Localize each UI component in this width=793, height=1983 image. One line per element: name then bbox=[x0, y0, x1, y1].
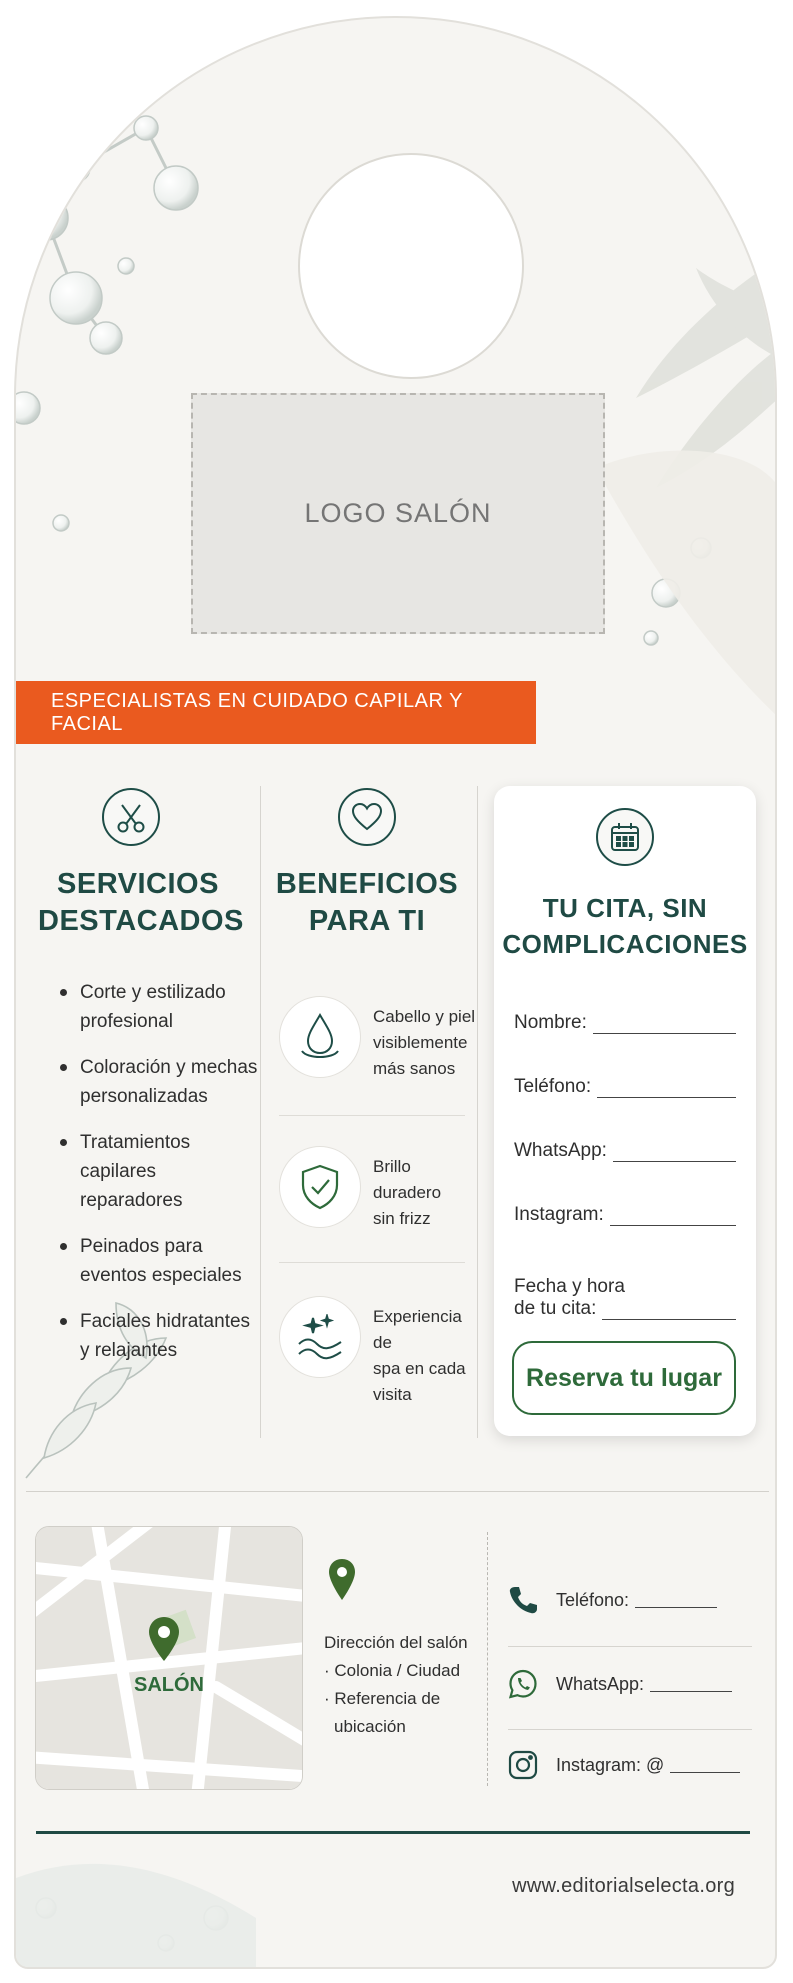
contact-phone-label: Teléfono: bbox=[556, 1589, 630, 1610]
phone-field-line[interactable] bbox=[597, 1079, 736, 1098]
phone-field-label: Teléfono: bbox=[514, 1076, 592, 1097]
instagram-field[interactable] bbox=[514, 1204, 736, 1226]
whatsapp-field[interactable] bbox=[514, 1140, 736, 1162]
booking-card bbox=[494, 786, 756, 1436]
logo-placeholder bbox=[191, 393, 605, 634]
benefit-text-line3: visita bbox=[373, 1385, 412, 1404]
contact-whatsapp-line[interactable] bbox=[650, 1677, 732, 1692]
tagline-text: ESPECIALISTAS EN CUIDADO CAPILAR Y FACIAL bbox=[51, 689, 463, 735]
service-item bbox=[58, 978, 263, 1036]
shield-check-icon bbox=[279, 1146, 361, 1228]
booking-title bbox=[494, 890, 756, 962]
service-item-line1: Corte y estilizado bbox=[80, 982, 226, 1003]
contact-whatsapp-label: WhatsApp: bbox=[556, 1673, 645, 1694]
service-item-line2: reparadores bbox=[80, 1190, 183, 1211]
door-hanger bbox=[14, 16, 777, 1969]
website-link[interactable]: www.editorialselecta.org bbox=[512, 1875, 735, 1897]
address-line-1: · Colonia / Ciudad bbox=[324, 1661, 461, 1680]
instagram-icon bbox=[506, 1748, 540, 1782]
booking-title-line1: TU CITA, SIN bbox=[542, 893, 708, 923]
map-label: SALÓN bbox=[134, 1674, 204, 1696]
map-pin-icon bbox=[146, 1615, 182, 1665]
reserve-button[interactable] bbox=[512, 1341, 736, 1415]
name-field[interactable] bbox=[514, 1012, 736, 1034]
heart-icon bbox=[338, 788, 396, 846]
date-field[interactable] bbox=[514, 1298, 736, 1320]
date-field-line[interactable] bbox=[602, 1301, 736, 1320]
whatsapp-field-label: WhatsApp: bbox=[514, 1140, 607, 1161]
services-title-line2: DESTACADOS bbox=[38, 905, 244, 937]
name-field-line[interactable] bbox=[593, 1015, 736, 1034]
contact-divider bbox=[487, 1532, 488, 1786]
benefit-divider bbox=[279, 1115, 465, 1116]
whatsapp-icon bbox=[506, 1667, 540, 1701]
name-field-label: Nombre: bbox=[514, 1012, 587, 1033]
benefit-item bbox=[269, 1282, 469, 1402]
benefit-text bbox=[373, 1004, 483, 1082]
service-item-line1: Tratamientos capilares bbox=[80, 1132, 191, 1182]
service-item-line2: profesional bbox=[80, 1011, 173, 1032]
benefit-text bbox=[373, 1154, 483, 1232]
booking-title-line2: COMPLICACIONES bbox=[502, 929, 748, 959]
location-pin-icon bbox=[327, 1557, 357, 1603]
benefit-text-line2: visiblemente bbox=[373, 1033, 468, 1052]
contact-phone[interactable] bbox=[506, 1575, 746, 1625]
service-item-line2: y relajantes bbox=[80, 1340, 178, 1361]
service-item bbox=[58, 1128, 263, 1215]
service-item bbox=[58, 1053, 263, 1111]
services-title-line1: SERVICIOS bbox=[57, 868, 219, 900]
benefits-title bbox=[264, 866, 470, 940]
services-title bbox=[38, 866, 244, 940]
section-divider bbox=[26, 1491, 769, 1492]
cream-wave-decoration bbox=[16, 1864, 256, 1969]
service-item-line1: Peinados para bbox=[80, 1236, 203, 1257]
service-item-line1: Coloración y mechas bbox=[80, 1057, 258, 1078]
service-item bbox=[58, 1307, 263, 1365]
date-field-label-line2: de tu cita: bbox=[514, 1298, 597, 1319]
benefit-text-line3: más sanos bbox=[373, 1059, 456, 1078]
contact-instagram-label: Instagram: @ bbox=[556, 1754, 665, 1775]
column-divider bbox=[260, 786, 261, 1438]
benefits-title-line2: PARA TI bbox=[308, 905, 426, 937]
benefit-text-line2: spa en cada bbox=[373, 1359, 466, 1378]
service-item-line2: eventos especiales bbox=[80, 1265, 242, 1286]
contact-separator bbox=[508, 1729, 752, 1730]
instagram-field-label: Instagram: bbox=[514, 1204, 604, 1225]
column-divider bbox=[477, 786, 478, 1438]
address-line-3: ubicación bbox=[334, 1717, 406, 1736]
service-item bbox=[58, 1232, 263, 1290]
benefit-text-line1: Cabello y piel bbox=[373, 1007, 476, 1026]
reserve-button-label: Reserva tu lugar bbox=[526, 1363, 722, 1392]
phone-field[interactable] bbox=[514, 1076, 736, 1098]
scissors-icon bbox=[102, 788, 160, 846]
location-map[interactable] bbox=[35, 1526, 303, 1790]
benefit-text bbox=[373, 1304, 483, 1408]
cream-swirl-decoration bbox=[596, 451, 777, 718]
instagram-field-line[interactable] bbox=[610, 1207, 736, 1226]
footer-divider bbox=[36, 1831, 750, 1834]
benefit-text-line1: Experiencia de bbox=[373, 1307, 462, 1352]
service-item-line2: personalizadas bbox=[80, 1086, 208, 1107]
logo-placeholder-text: LOGO SALÓN bbox=[304, 498, 492, 528]
date-field-label-line1: Fecha y hora bbox=[514, 1276, 625, 1297]
contact-phone-line[interactable] bbox=[635, 1593, 717, 1608]
address-title: Dirección del salón bbox=[324, 1633, 468, 1652]
phone-icon bbox=[506, 1583, 540, 1617]
tagline-banner bbox=[16, 681, 536, 744]
calendar-icon bbox=[596, 808, 654, 866]
benefit-text-line1: Brillo duradero bbox=[373, 1157, 442, 1202]
address-block bbox=[324, 1629, 474, 1741]
water-drop-icon bbox=[279, 996, 361, 1078]
contact-whatsapp[interactable] bbox=[506, 1659, 746, 1709]
sparkle-waves-icon bbox=[279, 1296, 361, 1378]
benefit-item bbox=[269, 1132, 469, 1252]
contact-instagram-line[interactable] bbox=[670, 1758, 740, 1773]
door-hanger-hole bbox=[298, 153, 524, 379]
address-line-2: · Referencia de bbox=[324, 1689, 441, 1708]
benefit-divider bbox=[279, 1262, 465, 1263]
contact-separator bbox=[508, 1646, 752, 1647]
benefit-text-line2: sin frizz bbox=[373, 1209, 431, 1228]
service-item-line1: Faciales hidratantes bbox=[80, 1311, 251, 1332]
whatsapp-field-line[interactable] bbox=[613, 1143, 736, 1162]
services-list bbox=[58, 978, 263, 1382]
benefit-item bbox=[269, 982, 476, 1102]
contact-instagram[interactable] bbox=[506, 1740, 746, 1790]
benefits-title-line1: BENEFICIOS bbox=[275, 868, 459, 900]
